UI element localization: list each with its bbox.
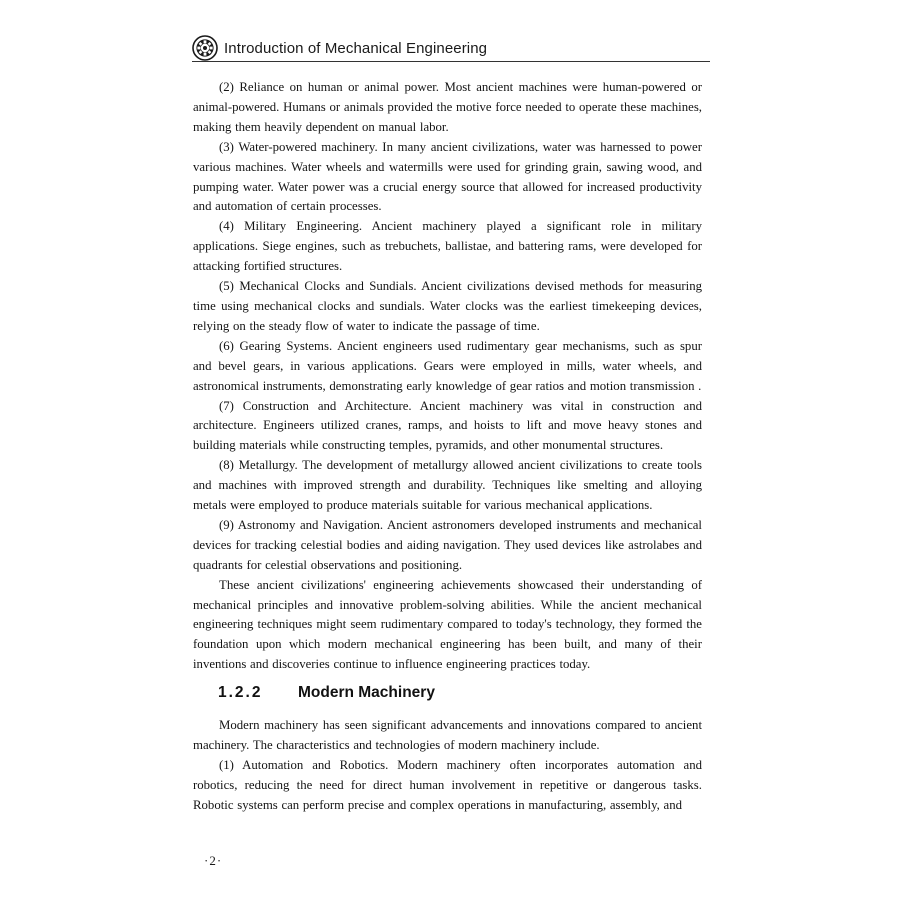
paragraph-human-animal-power: (2) Reliance on human or animal power. Most ancient machines were human-powered or animal-powered. Humans or animals provided the motive force needed to operate these machines, making them heavily dependent on manual labor. — [193, 80, 702, 134]
body-text — [193, 78, 702, 816]
paragraph-summary: These ancient civilizations' engineering achievements showcased their understanding of mechanical principles and innovative problem-solving abilities. While the ancient mechanical engineering techniques might seem rudimentary compared to today's technology, they formed the foundation upon which modern mechanical engineering has been built, and many of their inventions and discoveries continue to influence engineering practices today. — [193, 577, 702, 672]
running-header-title: Introduction of Mechanical Engineering — [224, 39, 488, 57]
paragraph-modern-intro: Modern machinery has seen significant advancements and innovations compared to ancient machinery. The characteristics and technologies of modern machinery include. — [193, 718, 702, 753]
section-number: 1.2.2 — [218, 684, 263, 702]
header-divider — [192, 61, 710, 62]
paragraph-automation-robotics: (1) Automation and Robotics. Modern machinery often incorporates automation and robotics, reducing the need for direct human involvement in repetitive or dangerous tasks. Robotic systems can perform precise and complex operations in manufacturing, assembly, and — [193, 758, 702, 812]
paragraph-clocks-sundials: (5) Mechanical Clocks and Sundials. Ancient civilizations devised methods for measuring time using mechanical clocks and sundials. Water clocks was the earliest timekeeping devices, relying on the steady flow of water to indicate the passage of time. — [193, 279, 702, 333]
paragraph-metallurgy: (8) Metallurgy. The development of metallurgy allowed ancient civilizations to create tools and machines with improved strength and durability. Techniques like smelting and alloying metals were employed to produce materials suitable for various mechanical applications. — [193, 458, 702, 513]
paragraph-astronomy: (9) Astronomy and Navigation. Ancient astronomers developed instruments and mechanical devices for tracking celestial bodies and aiding navigation. They used devices like astrolabes and quadrants for celestial observations and positioning. — [193, 517, 702, 572]
running-header — [192, 34, 712, 62]
gear-emblem-icon — [192, 35, 218, 61]
section-title: Modern Machinery — [298, 684, 435, 702]
section-heading — [193, 683, 702, 703]
paragraph-military-engineering: (4) Military Engineering. Ancient machinery played a significant role in military applications. Siege engines, such as trebuchets, ballistae, and battering rams, were developed for attacking fortified structures. — [193, 219, 702, 274]
paragraph-water-powered: (3) Water-powered machinery. In many ancient civilizations, water was harnessed to power various machines. Water wheels and watermills were used for grinding grain, sawing wood, and pumping water. Water power was a crucial energy source that allowed for increased productivity and automation of certain processes. — [193, 139, 702, 214]
paragraph-gearing-systems: (6) Gearing Systems. Ancient engineers used rudimentary gear mechanisms, such as spur and bevel gears, in various applications. Gears were employed in mills, water wheels, and astronomical instruments, demonstrating early knowledge of gear ratios and motion transmission . — [193, 338, 702, 393]
page-number: ·2· — [204, 853, 223, 868]
paragraph-construction: (7) Construction and Architecture. Ancient machinery was vital in construction and architecture. Engineers utilized cranes, ramps, and hoists to lift and move heavy stones and building materials while constructing temples, pyramids, and other monumental structures. — [193, 398, 702, 453]
